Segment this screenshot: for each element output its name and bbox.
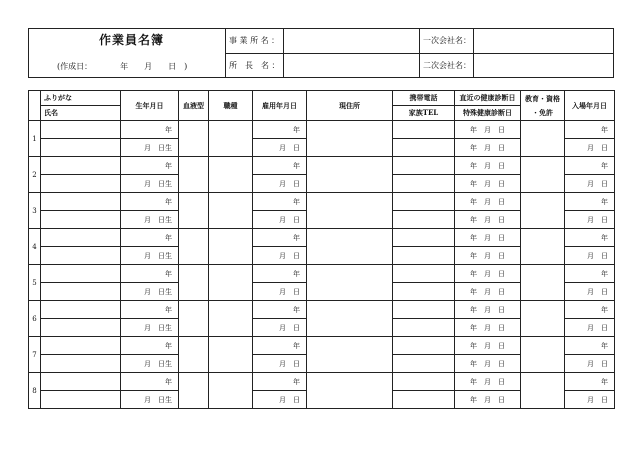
family-tel-cell[interactable] <box>393 355 455 373</box>
birth-year-cell: 年 <box>121 157 179 175</box>
col-birth: 生年月日 <box>121 91 179 121</box>
row-number: 8 <box>29 373 41 409</box>
birth-md-cell: 月 日生 <box>121 319 179 337</box>
family-tel-cell[interactable] <box>393 319 455 337</box>
mobile-cell[interactable] <box>393 265 455 283</box>
hire-md-cell: 月 日 <box>253 355 307 373</box>
name-cell[interactable] <box>41 211 121 229</box>
special-check-cell: 年 月 日 <box>455 247 521 265</box>
worker-roster-table <box>28 90 615 409</box>
primary-company-label: 一次会社名： <box>423 36 471 45</box>
address-cell[interactable] <box>307 301 393 337</box>
birth-md-cell: 月 日生 <box>121 283 179 301</box>
family-tel-cell[interactable] <box>393 247 455 265</box>
job-cell[interactable] <box>209 193 253 229</box>
entry-year-cell: 年 <box>565 193 615 211</box>
birth-year-cell: 年 <box>121 373 179 391</box>
hire-year-cell: 年 <box>253 337 307 355</box>
health-check-cell: 年 月 日 <box>455 157 521 175</box>
entry-md-cell: 月 日 <box>565 247 615 265</box>
name-cell[interactable] <box>41 247 121 265</box>
row-number: 2 <box>29 157 41 193</box>
mobile-cell[interactable] <box>393 337 455 355</box>
name-cell[interactable] <box>41 283 121 301</box>
name-cell[interactable] <box>41 175 121 193</box>
birth-md-cell: 月 日生 <box>121 355 179 373</box>
special-check-cell: 年 月 日 <box>455 391 521 409</box>
entry-year-cell: 年 <box>565 121 615 139</box>
name-cell[interactable] <box>41 355 121 373</box>
special-check-cell: 年 月 日 <box>455 355 521 373</box>
special-check-cell: 年 月 日 <box>455 175 521 193</box>
blood-cell[interactable] <box>179 373 209 409</box>
blood-cell[interactable] <box>179 301 209 337</box>
col-education-line1: 教育・資格 <box>525 93 560 103</box>
blood-cell[interactable] <box>179 157 209 193</box>
page-title: 作業員名簿 <box>99 33 165 47</box>
row-number: 6 <box>29 301 41 337</box>
row-number: 3 <box>29 193 41 229</box>
col-health-check: 直近の健康診断日 <box>455 91 521 106</box>
birth-md-cell: 月 日生 <box>121 247 179 265</box>
hire-md-cell: 月 日 <box>253 211 307 229</box>
birth-md-cell: 月 日生 <box>121 139 179 157</box>
entry-md-cell: 月 日 <box>565 211 615 229</box>
furigana-cell[interactable] <box>41 265 121 283</box>
col-address: 現住所 <box>307 91 393 121</box>
education-cell[interactable] <box>521 337 565 373</box>
birth-md-cell: 月 日生 <box>121 175 179 193</box>
special-check-cell: 年 月 日 <box>455 139 521 157</box>
job-cell[interactable] <box>209 229 253 265</box>
entry-year-cell: 年 <box>565 301 615 319</box>
birth-year-cell: 年 <box>121 337 179 355</box>
row-number: 7 <box>29 337 41 373</box>
hire-year-cell: 年 <box>253 229 307 247</box>
birth-year-cell: 年 <box>121 301 179 319</box>
furigana-cell[interactable] <box>41 337 121 355</box>
created-date: (作成日： 年 月 日 ) <box>57 62 188 71</box>
col-blood: 血液型 <box>179 91 209 121</box>
hire-year-cell: 年 <box>253 157 307 175</box>
col-hire: 雇用年月日 <box>253 91 307 121</box>
table-row <box>29 157 615 175</box>
col-education <box>521 91 565 121</box>
furigana-cell[interactable] <box>41 373 121 391</box>
secondary-company-label: 二次会社名： <box>423 61 471 70</box>
education-cell[interactable] <box>521 157 565 193</box>
entry-year-cell: 年 <box>565 157 615 175</box>
furigana-cell[interactable] <box>41 157 121 175</box>
entry-md-cell: 月 日 <box>565 355 615 373</box>
hire-md-cell: 月 日 <box>253 247 307 265</box>
family-tel-cell[interactable] <box>393 175 455 193</box>
header-block <box>28 28 614 78</box>
furigana-cell[interactable] <box>41 301 121 319</box>
col-special-check: 特殊健康診断日 <box>455 106 521 121</box>
furigana-cell[interactable] <box>41 121 121 139</box>
education-cell[interactable] <box>521 265 565 301</box>
job-cell[interactable] <box>209 301 253 337</box>
address-cell[interactable] <box>307 121 393 157</box>
manager-name-label: 所 長 名 ： <box>229 61 280 70</box>
table-row <box>29 265 615 283</box>
entry-md-cell: 月 日 <box>565 139 615 157</box>
table-row <box>29 337 615 355</box>
furigana-cell[interactable] <box>41 229 121 247</box>
blood-cell[interactable] <box>179 265 209 301</box>
job-cell[interactable] <box>209 157 253 193</box>
entry-md-cell: 月 日 <box>565 391 615 409</box>
blood-cell[interactable] <box>179 337 209 373</box>
col-name: 氏名 <box>41 106 121 121</box>
hire-md-cell: 月 日 <box>253 283 307 301</box>
mobile-cell[interactable] <box>393 193 455 211</box>
hire-year-cell: 年 <box>253 373 307 391</box>
col-mobile: 携帯電話 <box>393 91 455 106</box>
education-cell[interactable] <box>521 193 565 229</box>
entry-md-cell: 月 日 <box>565 175 615 193</box>
mobile-cell[interactable] <box>393 229 455 247</box>
table-row <box>29 193 615 211</box>
address-cell[interactable] <box>307 265 393 301</box>
mobile-cell[interactable] <box>393 373 455 391</box>
entry-md-cell: 月 日 <box>565 283 615 301</box>
blood-cell[interactable] <box>179 193 209 229</box>
job-cell[interactable] <box>209 265 253 301</box>
col-family-tel: 家族TEL <box>393 106 455 121</box>
table-header-row <box>29 91 615 106</box>
address-cell[interactable] <box>307 373 393 409</box>
blood-cell[interactable] <box>179 229 209 265</box>
name-cell[interactable] <box>41 391 121 409</box>
hire-md-cell: 月 日 <box>253 319 307 337</box>
health-check-cell: 年 月 日 <box>455 301 521 319</box>
mobile-cell[interactable] <box>393 157 455 175</box>
family-tel-cell[interactable] <box>393 211 455 229</box>
birth-year-cell: 年 <box>121 121 179 139</box>
education-cell[interactable] <box>521 373 565 409</box>
table-row <box>29 229 615 247</box>
name-cell[interactable] <box>41 319 121 337</box>
health-check-cell: 年 月 日 <box>455 373 521 391</box>
entry-md-cell: 月 日 <box>565 319 615 337</box>
health-check-cell: 年 月 日 <box>455 121 521 139</box>
health-check-cell: 年 月 日 <box>455 337 521 355</box>
job-cell[interactable] <box>209 337 253 373</box>
education-cell[interactable] <box>521 301 565 337</box>
education-cell[interactable] <box>521 121 565 157</box>
address-cell[interactable] <box>307 229 393 265</box>
col-furigana: ふりがな <box>41 91 121 106</box>
birth-year-cell: 年 <box>121 193 179 211</box>
name-cell[interactable] <box>41 139 121 157</box>
special-check-cell: 年 月 日 <box>455 211 521 229</box>
hire-year-cell: 年 <box>253 193 307 211</box>
family-tel-cell[interactable] <box>393 283 455 301</box>
entry-year-cell: 年 <box>565 373 615 391</box>
family-tel-cell[interactable] <box>393 391 455 409</box>
hire-year-cell: 年 <box>253 301 307 319</box>
col-entry: 入場年月日 <box>565 91 615 121</box>
hire-md-cell: 月 日 <box>253 175 307 193</box>
blood-cell[interactable] <box>179 121 209 157</box>
office-name-label: 事 業 所 名 ： <box>229 36 280 45</box>
table-row <box>29 373 615 391</box>
health-check-cell: 年 月 日 <box>455 229 521 247</box>
job-cell[interactable] <box>209 373 253 409</box>
hire-md-cell: 月 日 <box>253 391 307 409</box>
health-check-cell: 年 月 日 <box>455 193 521 211</box>
health-check-cell: 年 月 日 <box>455 265 521 283</box>
row-number: 4 <box>29 229 41 265</box>
birth-md-cell: 月 日生 <box>121 211 179 229</box>
row-number: 5 <box>29 265 41 301</box>
hire-md-cell: 月 日 <box>253 139 307 157</box>
address-cell[interactable] <box>307 337 393 373</box>
mobile-cell[interactable] <box>393 301 455 319</box>
hire-year-cell: 年 <box>253 265 307 283</box>
special-check-cell: 年 月 日 <box>455 283 521 301</box>
special-check-cell: 年 月 日 <box>455 319 521 337</box>
birth-year-cell: 年 <box>121 229 179 247</box>
table-row <box>29 121 615 139</box>
table-row <box>29 301 615 319</box>
furigana-cell[interactable] <box>41 193 121 211</box>
entry-year-cell: 年 <box>565 265 615 283</box>
col-education-line2: ・免許 <box>532 107 553 117</box>
col-job: 職種 <box>209 91 253 121</box>
entry-year-cell: 年 <box>565 337 615 355</box>
job-cell[interactable] <box>209 121 253 157</box>
address-cell[interactable] <box>307 193 393 229</box>
mobile-cell[interactable] <box>393 121 455 139</box>
row-number: 1 <box>29 121 41 157</box>
family-tel-cell[interactable] <box>393 139 455 157</box>
entry-year-cell: 年 <box>565 229 615 247</box>
address-cell[interactable] <box>307 157 393 193</box>
birth-year-cell: 年 <box>121 265 179 283</box>
hire-year-cell: 年 <box>253 121 307 139</box>
birth-md-cell: 月 日生 <box>121 391 179 409</box>
education-cell[interactable] <box>521 229 565 265</box>
